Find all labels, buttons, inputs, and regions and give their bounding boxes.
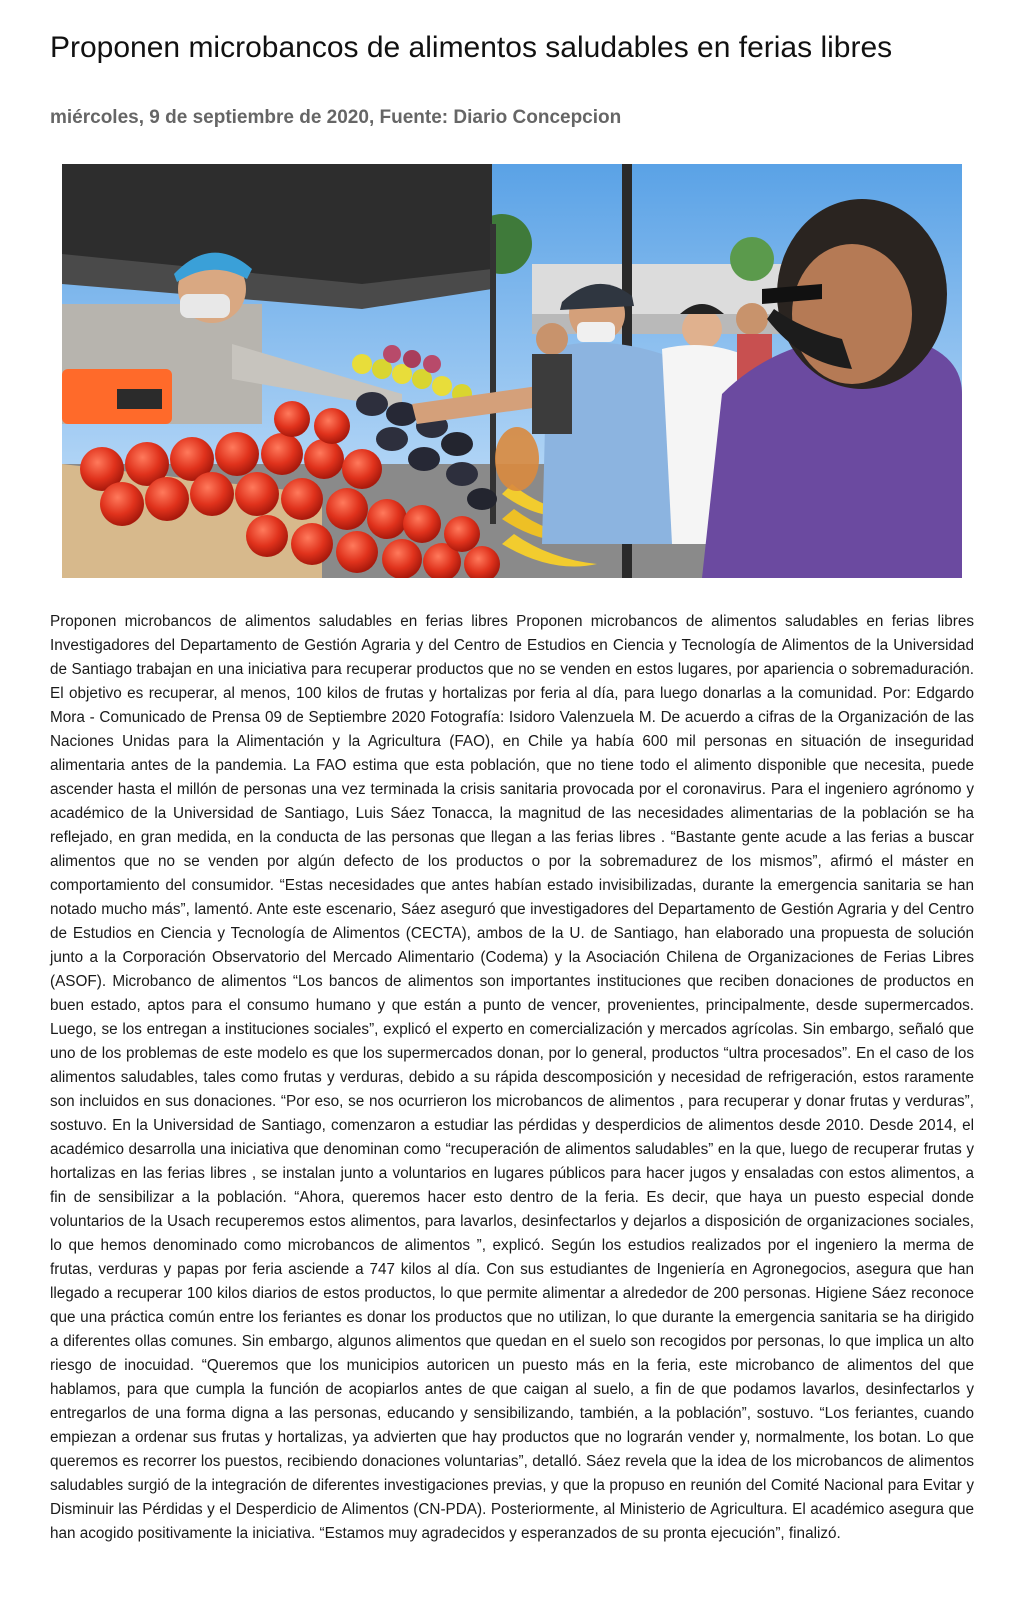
article-photo <box>62 164 962 578</box>
article-meta: miércoles, 9 de septiembre de 2020, Fuente: Diario Concepcion <box>50 107 622 128</box>
article-body: Proponen microbancos de alimentos saludables en ferias libres Proponen microbancos de alimentos saludables en ferias libres Investigadores del Departamento de Gestión Agraria y del Centro de Estudios en Ciencia y Tecnología de Alimentos de la Universidad de Santiago trabajan en una iniciativa para recuperar productos que no se venden en estos lugares, por apariencia o sobremaduración. El objetivo es recuperar, al menos, 100 kilos de frutas y hortalizas por feria al día, para luego donarlas a la comunidad. Por: Edgardo Mora - Comunicado de Prensa 09 de Septiembre 2020 Fotografía: Isidoro Valenzuela M. De acuerdo a cifras de la Organización de las Naciones Unidas para la Alimentación y la Agricultura (FAO), en Chile ya había 600 mil personas en situación de inseguridad alimentaria antes de la pandemia. La FAO estima que esta población, que no tiene todo el alimento disponible que necesita, puede ascender hasta el millón de personas una vez terminada la crisis sanitaria provocada por el coronavirus. Para el ingeniero agrónomo y académico de la Universidad de Santiago, Luis Sáez Tonacca, la magnitud de las necesidades alimentarias de la población se ha reflejado, en gran medida, en la conducta de las personas que llegan a las ferias libres . “Bastante gente acude a las ferias a buscar alimentos que no se venden por algún defecto de los productos o por la sobremadurez de los mismos”, afirmó el máster en comportamiento del consumidor. “Estas necesidades que antes habían estado invisibilizadas, durante la emergencia sanitaria se han notado mucho más”, lamentó. Ante este escenario, Sáez aseguró que investigadores del Departamento de Gestión Agraria y del Centro de Estudios en Ciencia y Tecnología de Alimentos (CECTA), ambos de la U. de Santiago, han elaborado una propuesta de solución junto a la Corporación Observatorio del Mercado Alimentario (Codema) y la Asociación Chilena de Organizaciones de Ferias Libres (ASOF). Microbanco de alimentos “Los bancos de alimentos son importantes instituciones que reciben donaciones de productos en buen estado, aptos para el consumo humano y que están a punto de vencer, provenientes, principalmente, desde supermercados. Luego, se los entregan a instituciones sociales”, explicó el experto en comercialización y mercados agrícolas. Sin embargo, señaló que uno de los problemas de este modelo es que los supermercados donan, por lo general, productos “ultra procesados”. En el caso de los alimentos saludables, tales como frutas y verduras, debido a su rápida descomposición y necesidad de refrigeración, estos raramente son incluidos en sus donaciones. “Por eso, se nos ocurrieron los microbancos de alimentos , para recuperar y donar frutas y verduras”, sostuvo. En la Universidad de Santiago, comenzaron a estudiar las pérdidas y desperdicios de alimentos desde 2010. Desde 2014, el académico desarrolla una iniciativa que denominan como “recuperación de alimentos saludables” en la que, luego de recuperar frutas y hortalizas en las ferias libres , se instalan junto a voluntarios en lugares públicos para hacer jugos y ensaladas con estos alimentos, a fin de sensibilizar a la población. “Ahora, queremos hacer esto dentro de la feria. Es decir, que haya un puesto especial donde voluntarios de la Usach recuperemos estos alimentos, para lavarlos, desinfectarlos y dejarlos a disposición de organizaciones sociales, lo que hemos denominado como microbancos de alimentos ”, explicó. Según los estudios realizados por el ingeniero la merma de frutas, verduras y papas por feria asciende a 747 kilos al día. Con sus estudiantes de Ingeniería en Agronegocios, asegura que han llegado a recuperar 100 kilos diarios de estos productos, lo que permite alimentar a alrededor de 200 personas. Higiene Sáez reconoce que una práctica común entre los feriantes es donar los productos que no utilizan, lo que durante la emergencia sanitaria se ha dirigido a diferentes ollas comunes. Sin embargo, algunos alimentos que quedan en el suelo son recogidos por personas, lo que implica un alto riesgo de inocuidad. “Queremos que los municipios autoricen un puesto más en la feria, este microbanco de alimentos del que hablamos, para que cumpla la función de acopiarlos antes de que caigan al suelo, a fin de que podamos lavarlos, desinfectarlos y entregarlos de una forma digna a las personas, educando y sensibilizando, también, a la población”, sostuvo. “Los feriantes, cuando empiezan a ordenar sus frutas y hortalizas, ya advierten que hay productos que no lograrán vender y, normalmente, los botan. Lo que queremos es recorrer los puestos, recibiendo donaciones voluntarias”, detalló. Sáez revela que la idea de los microbancos de alimentos saludables surgió de la integración de diferentes investigaciones previas, y que la propuso en reunión del Comité Nacional para Evitar y Disminuir las Pérdidas y el Desperdicio de Alimentos (CN-PDA). Posteriormente, al Ministerio de Agricultura. El académico asegura que han acogido positivamente la iniciativa. “Estamos muy agradecidos y esperanzados de su pronta ejecución”, finalizó. <box>50 613 974 1542</box>
article-title: Proponen microbancos de alimentos saludables en ferias libres <box>50 31 893 64</box>
market-scene-image <box>62 164 962 578</box>
